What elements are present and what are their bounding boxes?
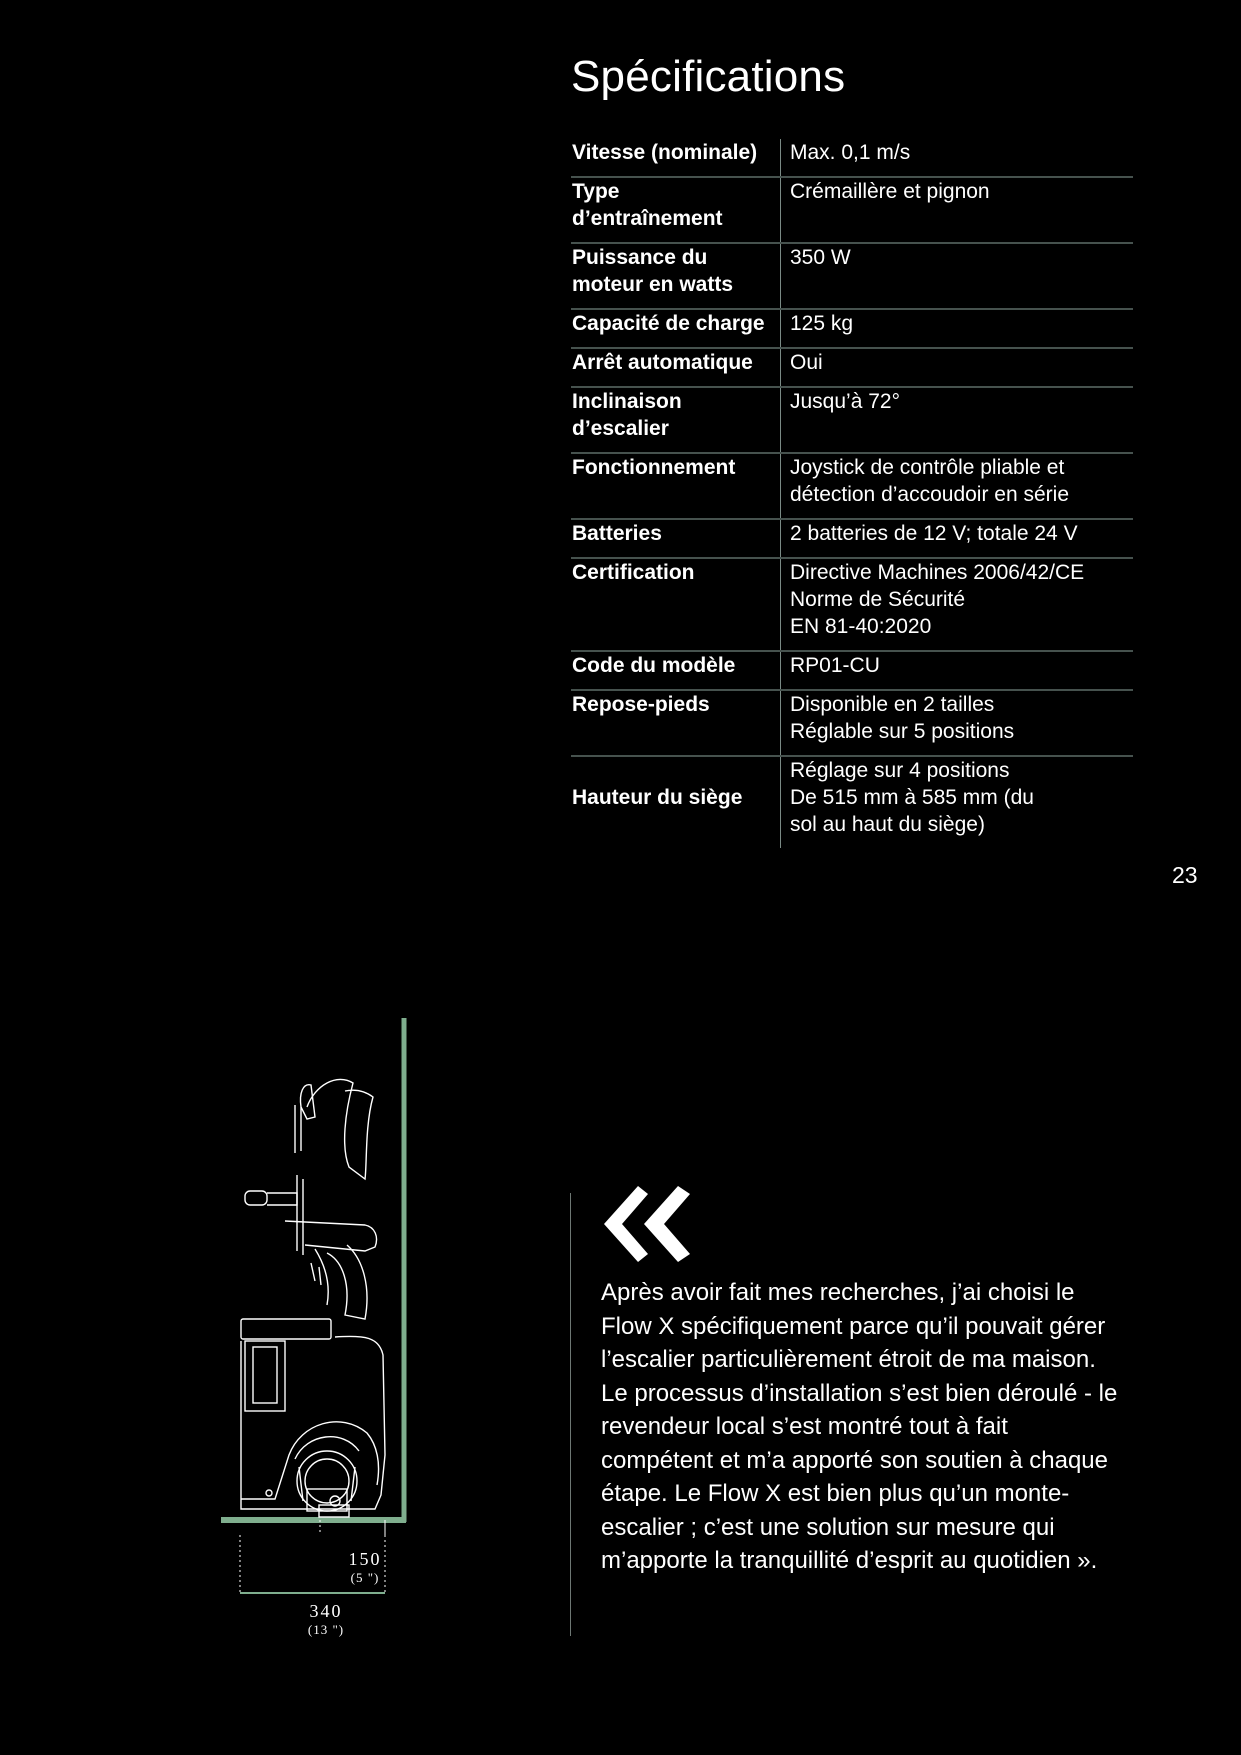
spec-label: Vitesse (nominale) bbox=[572, 141, 758, 164]
spec-label: Hauteur du siège bbox=[571, 756, 781, 848]
spec-label: Certification bbox=[571, 558, 781, 651]
table-row bbox=[571, 519, 1133, 558]
quote-divider bbox=[570, 1193, 571, 1636]
spec-value: Crémaillère et pignon bbox=[781, 177, 1134, 243]
table-row bbox=[571, 558, 1133, 651]
table-row bbox=[571, 177, 1133, 243]
spec-label: Puissance du moteur en watts bbox=[571, 243, 781, 309]
spec-value: 2 batteries de 12 V; totale 24 V bbox=[781, 519, 1134, 558]
testimonial-quote bbox=[601, 1276, 1121, 1578]
table-row bbox=[571, 139, 1133, 177]
spec-label: Arrêt automatique bbox=[571, 348, 781, 387]
spec-label: Repose-pieds bbox=[571, 690, 781, 756]
table-row bbox=[571, 651, 1133, 690]
spec-value: RP01-CU bbox=[781, 651, 1134, 690]
table-row bbox=[571, 756, 1133, 848]
dimension-outer: 340 (13 ") bbox=[307, 1601, 345, 1637]
stairlift-outline bbox=[241, 1079, 385, 1517]
table-row bbox=[571, 387, 1133, 453]
spec-value: Disponible en 2 tailles Réglable sur 5 positions bbox=[781, 690, 1134, 756]
page-title: Spécifications bbox=[571, 52, 846, 101]
spec-label: Inclinaison d’escalier bbox=[571, 387, 781, 453]
table-row bbox=[571, 243, 1133, 309]
spec-value: Réglage sur 4 positions De 515 mm à 585 mm (du sol au haut du siège) bbox=[781, 756, 1134, 848]
stairlift-side-view-drawing bbox=[215, 1015, 415, 1535]
spec-value: Joystick de contrôle pliable et détection d’accoudoir en série bbox=[781, 453, 1134, 519]
quote-paragraph: Après avoir fait mes recherches, j’ai choisi le Flow X spécifiquement parce qu’il pouvait gérer l’escalier particulièrement étroit de ma maison. bbox=[601, 1279, 1106, 1373]
spec-value: Oui bbox=[781, 348, 1134, 387]
table-row bbox=[571, 309, 1133, 348]
quote-paragraph: Le processus d’installation s’est bien déroulé - le revendeur local s’est montré tout à fait compétent et m’a apporté son soutien à chaque étape. Le Flow X est bien plus qu’un monte-escalier ; c’est une solution sur mesure qui m’apporte la tranquillité d’esprit au quotidien ». bbox=[601, 1379, 1118, 1574]
spec-value: Max. 0,1 m/s bbox=[781, 139, 1134, 177]
table-row bbox=[571, 348, 1133, 387]
page-number: 23 bbox=[1172, 862, 1198, 888]
table-row bbox=[571, 690, 1133, 756]
specifications-table bbox=[571, 139, 1133, 848]
table-row bbox=[571, 453, 1133, 519]
spec-label: Batteries bbox=[571, 519, 781, 558]
double-chevron-quote-icon bbox=[604, 1186, 690, 1262]
dimension-inner: 150 (5 ") bbox=[348, 1549, 382, 1585]
spec-label: Fonctionnement bbox=[571, 453, 781, 519]
spec-label: Type d’entraînement bbox=[571, 177, 781, 243]
spec-value: 350 W bbox=[781, 243, 1134, 309]
spec-value: Jusqu’à 72° bbox=[781, 387, 1134, 453]
spec-value: Directive Machines 2006/42/CE Norme de Sécurité EN 81-40:2020 bbox=[781, 558, 1134, 651]
spec-value: 125 kg bbox=[781, 309, 1134, 348]
spec-label: Capacité de charge bbox=[571, 309, 781, 348]
spec-label: Code du modèle bbox=[571, 651, 781, 690]
